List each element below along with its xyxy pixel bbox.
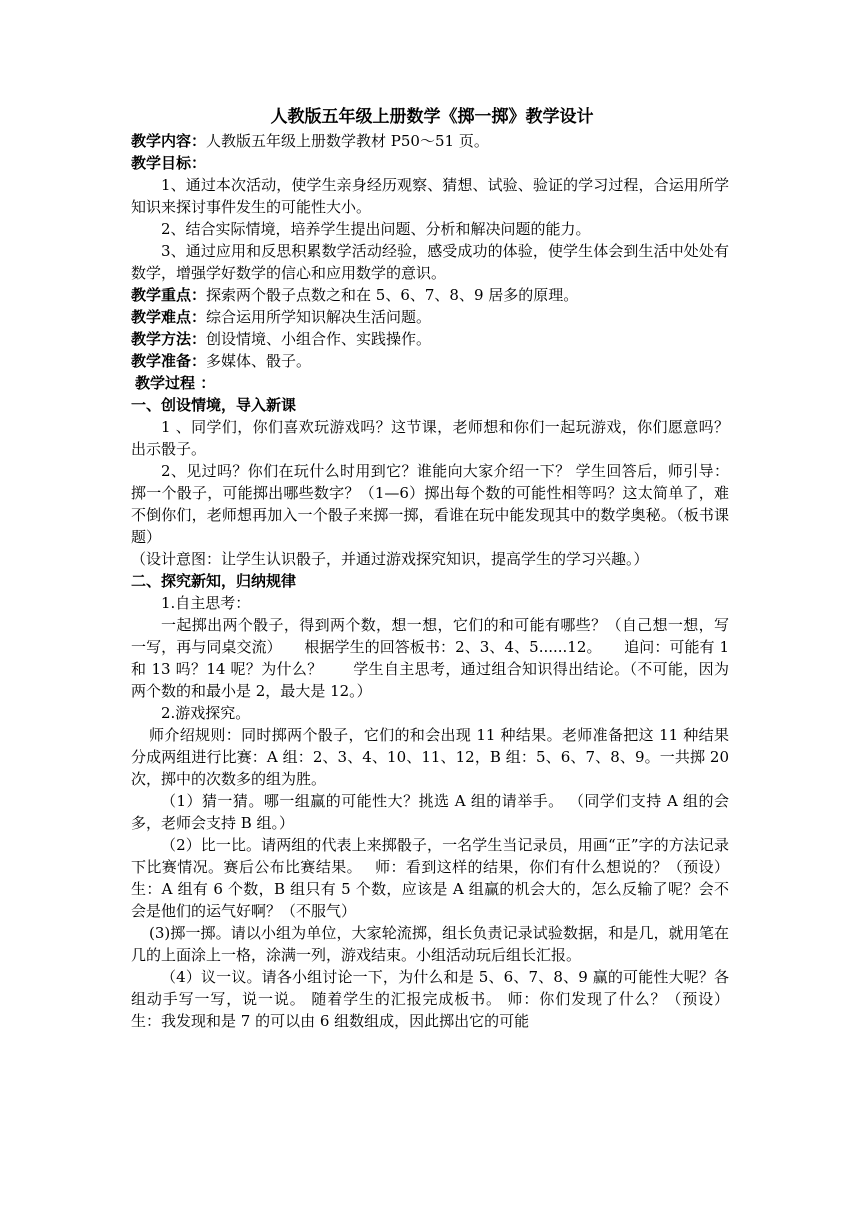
prep-label: 教学准备：	[131, 352, 207, 370]
method-row	[131, 328, 729, 350]
section-2-paragraph-1: 一起掷出两个骰子，得到两个数，想一想，它们的和可能有哪些？（自己想一想，写一写，再与同桌交流） 根据学生的回答板书：2、3、4、5......12。 追问：可能有 1 和 13 吗？14 呢？为什么？ 学生自主思考，通过组合知识得出结论。（不可能，因为两个数的和最小是 2，最大是 12。）	[131, 616, 729, 700]
prep-text: 多媒体、骰子。	[206, 352, 312, 370]
goals-label: 教学目标：	[131, 154, 207, 172]
prep-row	[131, 350, 729, 372]
goal-1: 1、通过本次活动，使学生亲身经历观察、猜想、试验、验证的学习过程，合运用所学知识来探讨事件发生的可能性大小。	[131, 176, 729, 216]
difficulty-label: 教学难点：	[131, 308, 207, 326]
key-row	[131, 284, 729, 306]
section-1-paragraph-2: 2、见过吗？你们在玩什么时用到它？谁能向大家介绍一下？ 学生回答后，师引导：掷一个骰子，可能掷出哪些数字？（1—6）掷出每个数的可能性相等吗？这太简单了，难不倒你们，老师想再加入一个骰子来掷一掷，看谁在玩中能发现其中的数学奥秘。（板书课题）	[131, 462, 729, 546]
section-1-heading: 一、创设情境，导入新课	[131, 396, 297, 414]
section-2-paragraph-5: (3)掷一掷。请以小组为单位，大家轮流掷，组长负责记录试验数据，和是几，就用笔在几的上面涂上一格，涂满一列，游戏结束。小组活动玩后组长汇报。	[131, 924, 729, 964]
document-title: 人教版五年级上册数学《掷一掷》教学设计	[270, 107, 594, 127]
section-1-paragraph-1: 1 、同学们，你们喜欢玩游戏吗？这节课，老师想和你们一起玩游戏，你们愿意吗？ 出示骰子。	[131, 418, 729, 458]
section-2-subheading-1: 1.自主思考：	[161, 594, 251, 612]
section-2-paragraph-6: （4）议一议。请各小组讨论一下，为什么和是 5、6、7、8、9 赢的可能性大呢？各组动手写一写，说一说。 随着学生的汇报完成板书。 师：你们发现了什么？（预设） 生：我发现和是 7 的可以由 6 组数组成，因此掷出它的可能	[131, 968, 729, 1030]
process-label: 教学过程 ：	[135, 374, 216, 392]
goal-3: 3、通过应用和反思积累数学活动经验，感受成功的体验，使学生体会到生活中处处有数学，增强学好数学的信心和应用数学的意识。	[131, 242, 729, 282]
section-2-paragraph-3: （1）猜一猜。哪一组赢的可能性大？挑选 A 组的请举手。 （同学们支持 A 组的会多，老师会支持 B 组。）	[131, 792, 729, 832]
section-2-subheading-2: 2.游戏探究。	[161, 704, 251, 722]
content-row	[131, 130, 729, 152]
difficulty-text: 综合运用所学知识解决生活问题。	[206, 308, 432, 326]
method-label: 教学方法：	[131, 330, 207, 348]
content-text: 人教版五年级上册数学教材 P50～51 页。	[206, 132, 489, 150]
goal-2: 2、结合实际情境，培养学生提出问题、分析和解决问题的能力。	[161, 220, 591, 238]
section-2-paragraph-4: （2）比一比。请两组的代表上来掷骰子，一名学生当记录员，用画“正”字的方法记录下比赛情况。赛后公布比赛结果。 师：看到这样的结果，你们有什么想说的？（预设） 生：A 组有 6 个数，B 组只有 5 个数，应该是 A 组赢的机会大的，怎么反输了呢？会不会是他们的运气好啊？（不服气）	[131, 836, 729, 920]
key-label: 教学重点：	[131, 286, 207, 304]
difficulty-row	[131, 306, 729, 328]
key-text: 探索两个骰子点数之和在 5、6、7、8、9 居多的原理。	[206, 286, 579, 304]
section-2-paragraph-2: 师介绍规则：同时掷两个骰子，它们的和会出现 11 种结果。老师准备把这 11 种结果分成两组进行比赛：A 组：2、3、4、10、11、12，B 组：5、6、7、8、9。一共掷 20 次，掷中的次数多的组为胜。	[131, 726, 729, 788]
section-2-heading: 二、探究新知，归纳规律	[131, 572, 297, 590]
section-1-design-note: （设计意图：让学生认识骰子，并通过游戏探究知识，提高学生的学习兴趣。）	[131, 550, 649, 568]
document-page	[131, 104, 729, 1032]
method-text: 创设情境、小组合作、实践操作。	[206, 330, 432, 348]
content-label: 教学内容：	[131, 132, 207, 150]
